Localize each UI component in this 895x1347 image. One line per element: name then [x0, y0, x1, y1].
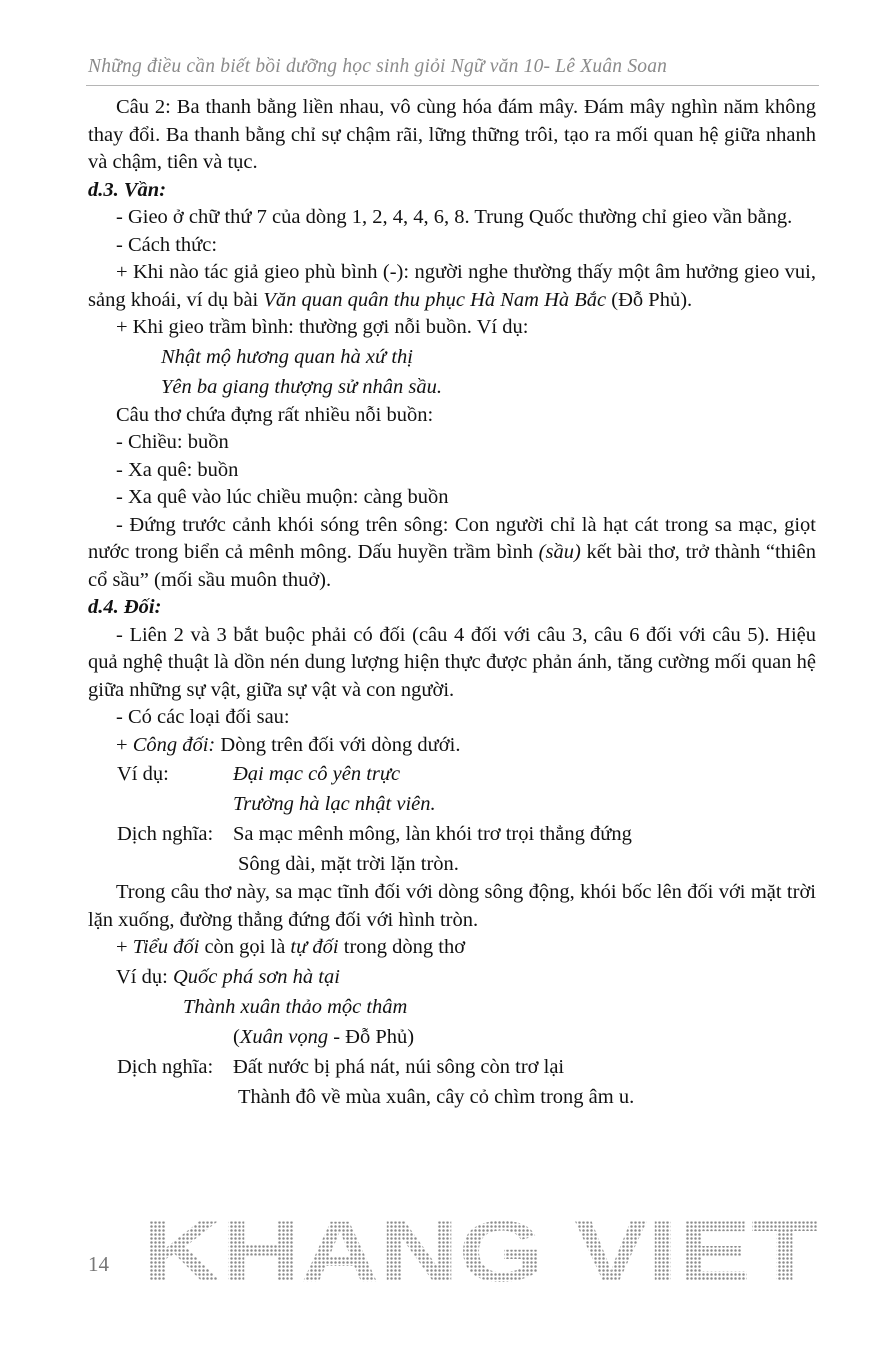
translation-2-row [88, 1052, 816, 1082]
list-item-xa-que-chieu: - Xa quê vào lúc chiều muộn: càng buồn [116, 486, 449, 508]
phu-binh-author: (Đỗ Phủ). [606, 288, 693, 311]
header-divider [86, 85, 819, 86]
tu-doi-term: tự đối [290, 936, 339, 958]
brand-text: KHANG VIET [142, 1213, 818, 1289]
trong-cau-paragraph: Trong câu thơ này, sa mạc tĩnh đối với dòng sông động, khói bốc lên đối với mặt trời lặn xuống, đường thẳng đứng đối với hình tròn. [88, 881, 816, 931]
list-item-xa-que: - Xa quê: buồn [116, 458, 239, 481]
tram-binh-paragraph: + Khi gieo trầm bình: thường gợi nỗi buồn. Ví dụ: [116, 316, 529, 338]
tieu-doi-term: Tiểu đối [132, 936, 200, 958]
translation-2-line-1: Đất nước bị phá nát, núi sông còn trơ lại [233, 1055, 565, 1078]
example-1-row [88, 759, 816, 789]
van-gieo-paragraph: - Gieo ở chữ thứ 7 của dòng 1, 2, 4, 4, 6, 8. Trung Quốc thường chỉ gieo vần bằng. [116, 206, 793, 228]
dich-nghia-label: Dịch nghĩa: [117, 823, 214, 845]
section-heading-van: d.3. Vần: [88, 178, 167, 201]
vi-du-2-label: Ví dụ: [116, 965, 173, 988]
phu-binh-work-title: Văn quan quân thu phục Hà Nam Hà Bắc [263, 288, 607, 311]
doi-cac-loai: - Có các loại đối sau: [116, 706, 290, 728]
tieu-doi-bullet: + [116, 936, 133, 958]
example-1-line-2: Trường hà lạc nhật viên. [233, 793, 436, 815]
cong-doi-term: Công đối: [132, 733, 216, 756]
publisher-logo [142, 1213, 820, 1294]
cong-doi-line [88, 732, 816, 760]
doi-lien-paragraph: - Liên 2 và 3 bắt buộc phải có đối (câu 4 đối với câu 3, câu 6 đối với câu 5). Hiệu quả nghệ thuật là dồn nén dung lượng hiện thực được phản ánh, tăng cường mối quan hệ giữa những sự vật, giữa sự vật và con người. [88, 623, 816, 701]
translation-1-line-1: Sa mạc mênh mông, làn khói trơ trọi thẳng đứng [233, 823, 632, 845]
poem-line-2: Yên ba giang thượng sử nhân sầu. [161, 375, 443, 398]
dung-truoc-text: - Đứng trước cảnh khói sóng trên sông: Con người chỉ là hạt cát trong sa mạc, giọt nước trong biển cả mênh mông. Dấu huyền trầm bình [88, 513, 816, 563]
translation-1-line-2: Sông dài, mặt trời lặn tròn. [238, 853, 459, 875]
page-body [88, 94, 816, 1112]
source-title: Xuân vọng [239, 1025, 329, 1048]
vi-du-label: Ví dụ: [117, 763, 169, 785]
cong-doi-bullet: + [116, 733, 133, 756]
dung-truoc-sau: (sầu) [538, 541, 581, 563]
poem-line-1: Nhật mộ hương quan hà xứ thị [161, 345, 413, 368]
section-heading-doi: d.4. Đối: [88, 596, 162, 618]
page-number: 14 [88, 1252, 109, 1276]
example-2-row [88, 962, 816, 992]
dung-truoc-rest: kết bài thơ, trở thành “thiên cổ sầu” (mối sầu muôn thuở). [88, 541, 816, 591]
example-2-line-1: Quốc phá sơn hà tại [172, 965, 340, 988]
van-cach-thuc: - Cách thức: [116, 233, 218, 256]
running-header: Những điều cần biết bồi dưỡng học sinh giỏi Ngữ văn 10- Lê Xuân Soan [88, 56, 668, 77]
translation-1-row [88, 819, 816, 849]
dich-nghia-2-label: Dịch nghĩa: [117, 1055, 214, 1078]
khang-viet-watermark [142, 1213, 820, 1289]
cau-tho-line: Câu thơ chứa đựng rất nhiều nỗi buồn: [116, 403, 434, 426]
example-1-line-1: Đại mạc cô yên trực [233, 763, 401, 785]
cau2-paragraph: Câu 2: Ba thanh bằng liền nhau, vô cùng hóa đám mây. Đám mây nghìn năm không thay đổi. Ba thanh bằng chỉ sự chậm rãi, lững thững trôi, tạo ra mối quan hệ giữa nhanh và chậm, tiên và tục. [88, 96, 816, 173]
example-2-line-2: Thành xuân thảo mộc thâm [183, 995, 408, 1018]
phu-binh-text: + Khi nào tác giả gieo phù bình (-): người nghe thường thấy một âm hưởng gieo vui, sảng khoái, ví dụ bài [88, 261, 816, 311]
cong-doi-text: Dòng trên đối với dòng dưới. [215, 733, 461, 756]
tieu-doi-mid: còn gọi là [199, 936, 291, 958]
dung-truoc-paragraph [88, 512, 816, 595]
source-author: - Đỗ Phủ) [328, 1025, 415, 1048]
phu-binh-paragraph [88, 259, 816, 314]
translation-2-line-2: Thành đô về mùa xuân, cây cỏ chìm trong âm u. [238, 1085, 635, 1108]
example-2-source [88, 1022, 816, 1052]
source-open-paren: ( [233, 1025, 240, 1048]
list-item-chieu: - Chiều: buồn [116, 431, 229, 453]
tieu-doi-line [88, 934, 816, 962]
tieu-doi-rest: trong dòng thơ [338, 936, 466, 958]
